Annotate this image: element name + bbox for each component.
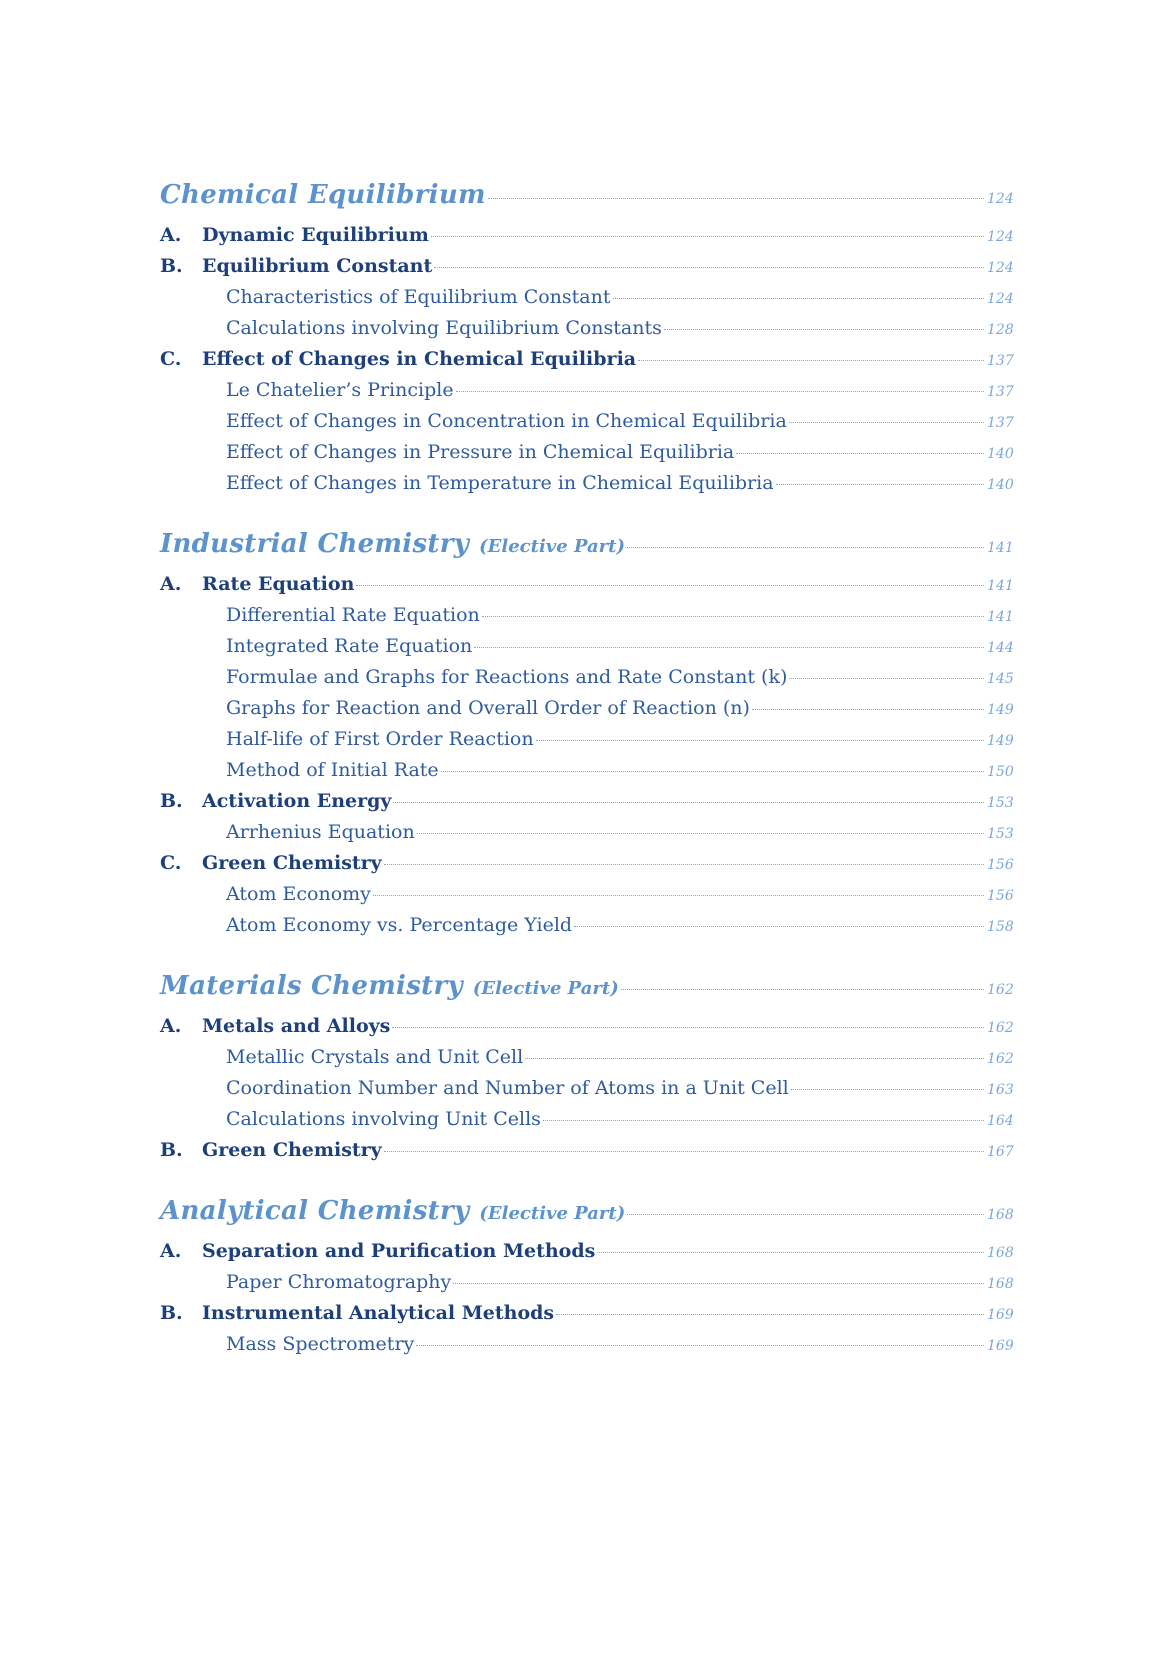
subsection-title: Paper Chromatography	[226, 1271, 452, 1293]
dot-leader	[384, 864, 984, 865]
dot-leader	[776, 484, 984, 485]
chapter-title: Materials Chemistry	[160, 971, 463, 1001]
page-number: 137	[987, 415, 1014, 431]
subsection-entry[interactable]	[160, 821, 1013, 852]
page-number: 124	[987, 260, 1014, 276]
subsection-title: Calculations involving Unit Cells	[226, 1108, 541, 1130]
section-title: Equilibrium Constant	[202, 255, 433, 277]
subsection-entry[interactable]	[160, 635, 1013, 666]
dot-leader	[456, 391, 984, 392]
page-number: 149	[987, 702, 1014, 718]
section-title: Metals and Alloys	[202, 1015, 391, 1037]
dot-leader	[356, 585, 984, 586]
subsection-title: Half-life of First Order Reaction	[226, 728, 534, 750]
subsection-title: Effect of Changes in Temperature in Chemical Equilibria	[226, 472, 774, 494]
dot-leader	[488, 198, 984, 199]
subsection-entry[interactable]	[160, 697, 1013, 728]
dot-leader	[597, 1252, 984, 1253]
dot-leader	[474, 647, 984, 648]
subsection-entry[interactable]	[160, 317, 1013, 348]
dot-leader	[638, 360, 984, 361]
subsection-entry[interactable]	[160, 441, 1013, 472]
page-number: 162	[987, 982, 1014, 998]
page-number: 169	[987, 1307, 1014, 1323]
page-number: 141	[987, 540, 1014, 556]
section-letter: C.	[160, 852, 182, 874]
page-number: 162	[987, 1051, 1014, 1067]
subsection-title: Characteristics of Equilibrium Constant	[226, 286, 611, 308]
chapter-block	[160, 1196, 1013, 1364]
subsection-title: Coordination Number and Number of Atoms in a Unit Cell	[226, 1077, 789, 1099]
dot-leader	[441, 771, 984, 772]
subsection-title: Metallic Crystals and Unit Cell	[226, 1046, 524, 1068]
section-letter: C.	[160, 348, 182, 370]
chapter-heading[interactable]	[160, 971, 1013, 1013]
section-entry[interactable]	[160, 790, 1013, 821]
page-number: 158	[987, 919, 1014, 935]
dot-leader	[536, 740, 984, 741]
section-entry[interactable]	[160, 852, 1013, 883]
subsection-entry[interactable]	[160, 759, 1013, 790]
page-number: 144	[987, 640, 1014, 656]
subsection-title: Graphs for Reaction and Overall Order of Reaction (n)	[226, 697, 750, 719]
page-number: 128	[987, 322, 1014, 338]
dot-leader	[627, 547, 984, 548]
page-number: 163	[987, 1082, 1014, 1098]
dot-leader	[613, 298, 984, 299]
section-letter: A.	[160, 224, 182, 246]
chapter-note: (Elective Part)	[479, 1203, 626, 1224]
section-entry[interactable]	[160, 255, 1013, 286]
subsection-entry[interactable]	[160, 472, 1013, 503]
subsection-entry[interactable]	[160, 1046, 1013, 1077]
subsection-entry[interactable]	[160, 604, 1013, 635]
subsection-entry[interactable]	[160, 883, 1013, 914]
subsection-title: Arrhenius Equation	[226, 821, 415, 843]
section-title: Dynamic Equilibrium	[202, 224, 429, 246]
page-number: 168	[987, 1245, 1014, 1261]
dot-leader	[392, 1027, 984, 1028]
section-entry[interactable]	[160, 1015, 1013, 1046]
subsection-title: Le Chatelier’s Principle	[226, 379, 454, 401]
subsection-entry[interactable]	[160, 286, 1013, 317]
chapter-note: (Elective Part)	[479, 536, 625, 557]
chapter-title: Analytical Chemistry	[160, 1196, 470, 1226]
section-letter: B.	[160, 1302, 183, 1324]
section-title: Separation and Purification Methods	[202, 1240, 596, 1262]
subsection-entry[interactable]	[160, 1271, 1013, 1302]
page-number: 167	[987, 1144, 1014, 1160]
dot-leader	[373, 895, 984, 896]
subsection-title: Differential Rate Equation	[226, 604, 480, 626]
subsection-entry[interactable]	[160, 1108, 1013, 1139]
chapter-heading[interactable]	[160, 529, 1013, 571]
page-number: 153	[987, 826, 1014, 842]
dot-leader	[789, 678, 984, 679]
subsection-title: Formulae and Graphs for Reactions and Rate Constant (k)	[226, 666, 788, 688]
page-number: 124	[987, 291, 1014, 307]
section-title: Activation Energy	[202, 790, 392, 812]
page-number: 168	[987, 1276, 1014, 1292]
chapter-note: (Elective Part)	[472, 978, 619, 999]
page-number: 141	[987, 578, 1014, 594]
section-entry[interactable]	[160, 348, 1013, 379]
section-title: Effect of Changes in Chemical Equilibria	[202, 348, 637, 370]
section-entry[interactable]	[160, 1139, 1013, 1170]
section-letter: A.	[160, 573, 182, 595]
page-number: 153	[987, 795, 1014, 811]
page-number: 137	[987, 353, 1014, 369]
section-title: Green Chemistry	[202, 1139, 382, 1161]
page-number: 124	[987, 229, 1014, 245]
subsection-entry[interactable]	[160, 728, 1013, 759]
subsection-title: Method of Initial Rate	[226, 759, 439, 781]
chapter-heading[interactable]	[160, 1196, 1013, 1238]
subsection-title: Atom Economy vs. Percentage Yield	[226, 914, 573, 936]
page-number: 140	[987, 446, 1014, 462]
chapter-title: Chemical Equilibrium	[160, 180, 486, 210]
section-letter: B.	[160, 790, 183, 812]
section-letter: A.	[160, 1015, 182, 1037]
dot-leader	[416, 1345, 984, 1346]
subsection-title: Effect of Changes in Pressure in Chemical Equilibria	[226, 441, 735, 463]
dot-leader	[525, 1058, 984, 1059]
subsection-title: Calculations involving Equilibrium Constants	[226, 317, 662, 339]
page-number: 145	[987, 671, 1014, 687]
dot-leader	[393, 802, 984, 803]
page-number: 140	[987, 477, 1014, 493]
page-number: 149	[987, 733, 1014, 749]
dot-leader	[791, 1089, 984, 1090]
subsection-title: Mass Spectrometry	[226, 1333, 415, 1355]
chapter-heading[interactable]	[160, 180, 1013, 222]
dot-leader	[482, 616, 984, 617]
dot-leader	[736, 453, 984, 454]
subsection-entry[interactable]	[160, 379, 1013, 410]
dot-leader	[384, 1151, 984, 1152]
chapter-block	[160, 180, 1013, 503]
dot-leader	[664, 329, 984, 330]
section-entry[interactable]	[160, 1240, 1013, 1271]
page-number: 124	[987, 191, 1014, 207]
subsection-title: Integrated Rate Equation	[226, 635, 473, 657]
chapter-block	[160, 971, 1013, 1170]
subsection-title: Effect of Changes in Concentration in Chemical Equilibria	[226, 410, 787, 432]
dot-leader	[621, 989, 984, 990]
dot-leader	[556, 1314, 984, 1315]
subsection-entry[interactable]	[160, 410, 1013, 441]
section-letter: B.	[160, 1139, 183, 1161]
page-number: 164	[987, 1113, 1014, 1129]
subsection-entry[interactable]	[160, 666, 1013, 697]
page-number: 137	[987, 384, 1014, 400]
section-title: Green Chemistry	[202, 852, 382, 874]
dot-leader	[627, 1214, 984, 1215]
section-entry[interactable]	[160, 1302, 1013, 1333]
section-title: Instrumental Analytical Methods	[202, 1302, 555, 1324]
section-letter: A.	[160, 1240, 182, 1262]
dot-leader	[434, 267, 984, 268]
chapter-block	[160, 529, 1013, 945]
page-number: 156	[987, 857, 1014, 873]
chapter-title: Industrial Chemistry	[160, 529, 470, 559]
subsection-entry[interactable]	[160, 914, 1013, 945]
dot-leader	[431, 236, 984, 237]
dot-leader	[574, 926, 984, 927]
section-letter: B.	[160, 255, 183, 277]
subsection-title: Atom Economy	[226, 883, 371, 905]
page-number: 169	[987, 1338, 1014, 1354]
page-number: 141	[987, 609, 1014, 625]
subsection-entry[interactable]	[160, 1333, 1013, 1364]
page-number: 156	[987, 888, 1014, 904]
dot-leader	[417, 833, 984, 834]
page-number: 168	[987, 1207, 1014, 1223]
page-number: 162	[987, 1020, 1014, 1036]
dot-leader	[543, 1120, 984, 1121]
section-entry[interactable]	[160, 224, 1013, 255]
dot-leader	[789, 422, 984, 423]
dot-leader	[453, 1283, 984, 1284]
dot-leader	[752, 709, 984, 710]
page-number: 150	[987, 764, 1014, 780]
table-of-contents	[160, 180, 1013, 1390]
subsection-entry[interactable]	[160, 1077, 1013, 1108]
section-title: Rate Equation	[202, 573, 355, 595]
section-entry[interactable]	[160, 573, 1013, 604]
